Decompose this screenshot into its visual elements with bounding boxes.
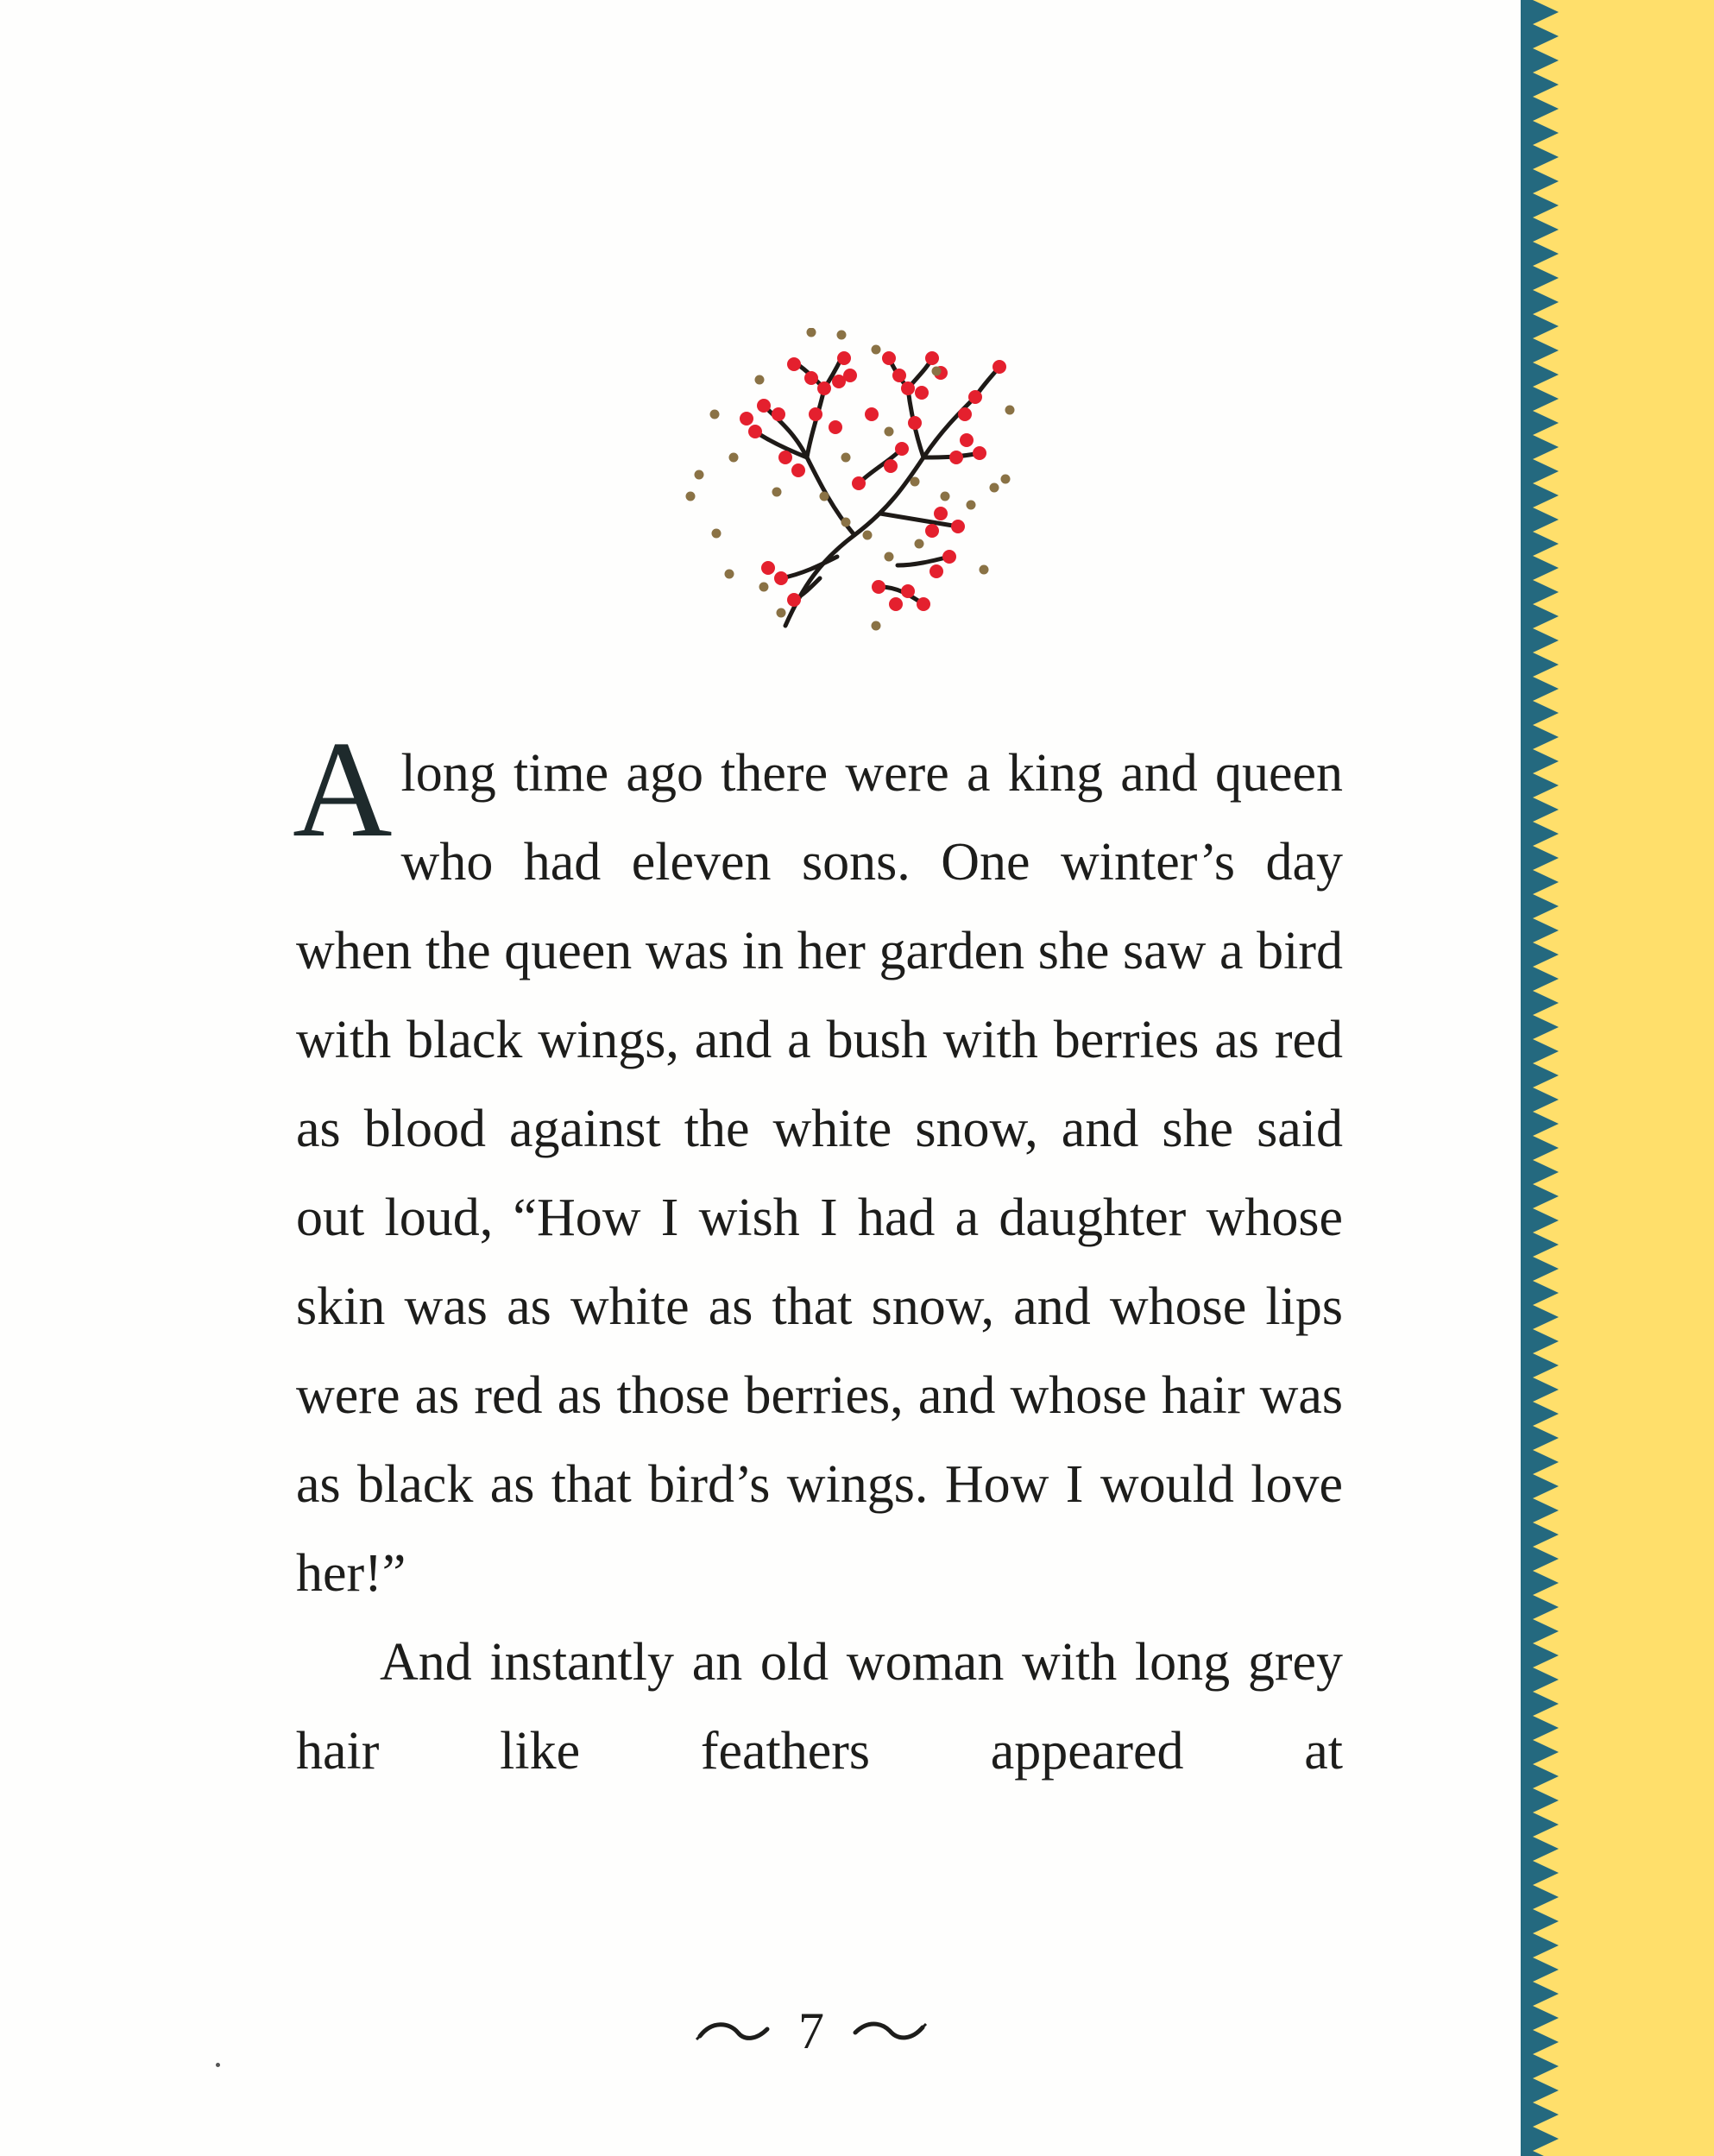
paragraph-1-text: long time ago there were a king and queen who had eleven sons. One winter’s day when the queen was in her garden she saw a bird with black wings, and a bush with berries as red as blood against the white snow, and she said out loud, “How I wish I had a daughter whose skin was as white as that snow, and whose lips were as red as those berries, and whose hair was as black as that bird’s wings. How I would love her!” bbox=[296, 744, 1343, 1603]
berry-dot bbox=[843, 369, 857, 382]
seed-dot bbox=[1001, 475, 1011, 484]
berry-dot bbox=[865, 407, 879, 421]
berry-dot bbox=[889, 597, 903, 611]
berry-dot bbox=[951, 520, 965, 533]
seed-dot bbox=[725, 570, 734, 579]
seed-dot bbox=[820, 492, 829, 501]
berry-dot bbox=[915, 386, 929, 400]
seed-dot bbox=[932, 367, 942, 376]
seed-dot bbox=[686, 492, 696, 501]
berry-dot bbox=[774, 571, 788, 585]
berry-dot bbox=[973, 446, 986, 460]
left-swash-icon bbox=[695, 2014, 772, 2048]
paragraph-1 bbox=[293, 712, 1343, 1618]
seed-dot bbox=[915, 539, 924, 549]
berry-dot bbox=[949, 451, 963, 464]
right-swash-icon bbox=[850, 2014, 928, 2048]
berry-dot bbox=[958, 407, 972, 421]
seed-dot bbox=[807, 328, 816, 337]
seed-dot bbox=[911, 477, 920, 487]
berry-dot bbox=[761, 561, 775, 575]
seed-dot bbox=[967, 501, 976, 510]
berry-dot bbox=[901, 381, 915, 395]
berry-dot bbox=[817, 381, 831, 395]
paragraph-2: And instantly an old woman with long grey hair like feathers appeared at bbox=[296, 1633, 1343, 1781]
seed-dot bbox=[755, 375, 765, 385]
berry-dot bbox=[992, 360, 1006, 374]
seed-dot bbox=[777, 608, 786, 618]
berry-dot bbox=[895, 442, 909, 456]
seed-dot bbox=[695, 470, 704, 480]
page-number: 7 bbox=[798, 2002, 824, 2059]
berry-dot bbox=[872, 580, 885, 594]
berry-dot bbox=[942, 550, 956, 564]
seed-dot bbox=[885, 427, 894, 437]
seed-dot bbox=[712, 529, 722, 539]
berry-dot bbox=[960, 433, 974, 447]
berry-dot bbox=[852, 476, 866, 490]
berry-dot bbox=[791, 463, 805, 477]
berry-branch-icon bbox=[682, 328, 1044, 647]
seed-dot bbox=[885, 552, 894, 562]
berry-dot bbox=[917, 597, 930, 611]
seed-dot bbox=[980, 565, 989, 575]
berry-dot bbox=[882, 351, 896, 365]
berry-dot bbox=[892, 369, 906, 382]
berry-dot bbox=[809, 407, 822, 421]
berry-dot bbox=[837, 351, 851, 365]
berry-dot bbox=[748, 425, 762, 438]
seed-dot bbox=[990, 483, 999, 493]
story-text bbox=[293, 712, 1343, 1796]
berry-dot bbox=[772, 407, 785, 421]
seed-dot bbox=[872, 621, 881, 631]
berry-dot bbox=[925, 524, 939, 538]
seed-dot bbox=[941, 492, 950, 501]
seed-dot bbox=[841, 518, 851, 527]
berry-dot bbox=[778, 451, 792, 464]
berry-dot bbox=[908, 416, 922, 430]
decorative-zigzag-border bbox=[1521, 0, 1714, 2156]
berry-dot bbox=[740, 412, 753, 426]
seed-dot bbox=[837, 331, 847, 340]
seed-dot bbox=[759, 583, 769, 592]
berry-dot bbox=[757, 399, 771, 413]
print-speck bbox=[216, 2063, 220, 2067]
berry-dot bbox=[925, 351, 939, 365]
seed-dot bbox=[710, 410, 720, 419]
seed-dot bbox=[863, 531, 873, 540]
drop-cap: A bbox=[293, 712, 393, 866]
berry-dot bbox=[884, 459, 898, 473]
seed-dot bbox=[872, 345, 881, 355]
page-footer bbox=[665, 1992, 958, 2070]
seed-dot bbox=[772, 488, 782, 497]
seed-dot bbox=[1005, 406, 1015, 415]
seed-dot bbox=[841, 453, 851, 463]
berry-dot bbox=[901, 584, 915, 598]
berry-dot bbox=[787, 357, 801, 371]
berry-dot bbox=[787, 593, 801, 607]
seed-dot bbox=[729, 453, 739, 463]
berry-dot bbox=[934, 507, 948, 520]
berry-dot bbox=[929, 564, 943, 578]
berry-dot bbox=[968, 390, 982, 404]
berry-dot bbox=[829, 420, 842, 434]
berry-dot bbox=[804, 371, 818, 385]
